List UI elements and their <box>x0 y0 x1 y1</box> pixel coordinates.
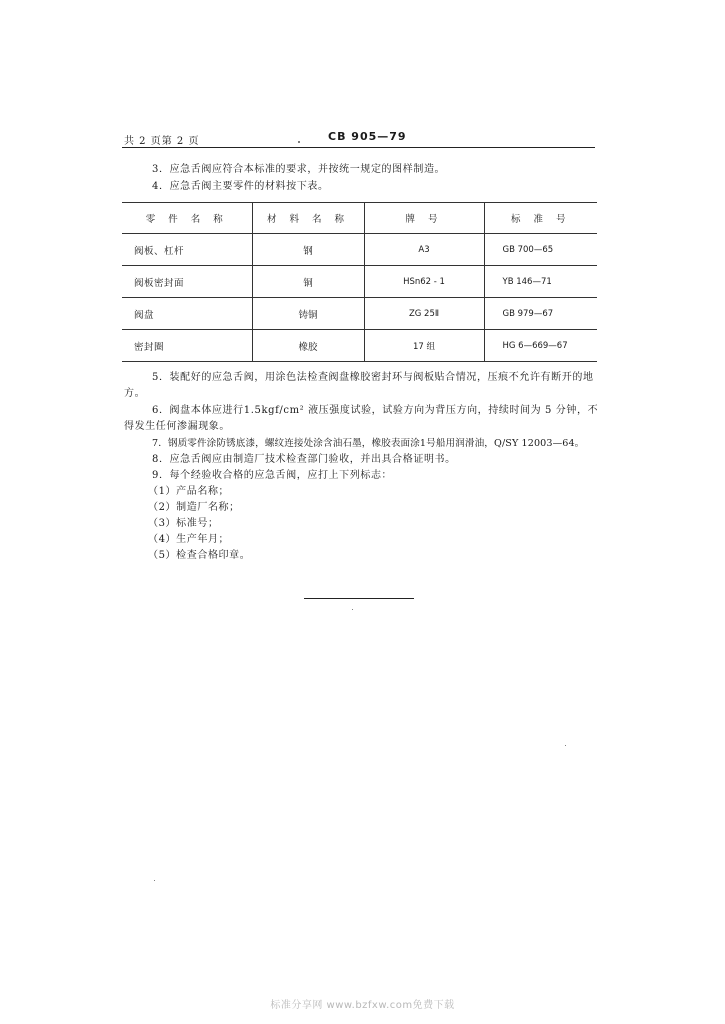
scan-speck <box>352 609 353 610</box>
page-info: 共 2 页第 2 页 <box>124 136 200 147</box>
cell-material: 钢 <box>252 234 364 266</box>
clause-4: 4．应急舌阀主要零件的材料按下表。 <box>152 181 329 192</box>
table-header-row <box>122 203 597 234</box>
cell-standard: GB 700—65 <box>484 234 597 266</box>
mark-item-5: （5）检查合格印章。 <box>148 550 251 561</box>
cell-part: 阀盘 <box>122 298 252 330</box>
cell-material: 铸铜 <box>252 298 364 330</box>
end-rule <box>304 598 414 599</box>
cell-part: 阀板、杠杆 <box>122 234 252 266</box>
cell-part: 密封圈 <box>122 330 252 362</box>
clause-6: 6．阀盘本体应进行1.5kgf/cm² 液压强度试验，试验方向为背压方向，持续时间为 5 分钟，不 <box>152 405 599 416</box>
cell-grade: HSn62 - 1 <box>364 266 484 298</box>
scan-speck <box>298 141 300 143</box>
cell-part: 阀板密封面 <box>122 266 252 298</box>
footer-watermark: 标准分享网 www.bzfxw.com免费下载 <box>270 1000 455 1011</box>
cell-standard: GB 979—67 <box>484 298 597 330</box>
mark-item-1: （1）产品名称； <box>148 486 230 497</box>
cell-grade: A3 <box>364 234 484 266</box>
header-rule <box>122 147 595 148</box>
clause-7: 7．钢质零件涂防锈底漆，螺纹连接处涂含油石墨，橡胶表面涂1号船用润滑油，Q/SY 12003—64。 <box>152 438 585 449</box>
clause-9: 9．每个经验收合格的应急舌阀，应打上下列标志： <box>152 470 393 481</box>
scan-speck <box>565 745 566 746</box>
header-grade: 牌 号 <box>364 203 484 234</box>
header-part-name: 零 件 名 称 <box>122 203 252 234</box>
cell-material: 橡胶 <box>252 330 364 362</box>
mark-item-3: （3）标准号； <box>148 518 219 529</box>
clause-3: 3．应急舌阀应符合本标准的要求，并按统一规定的图样制造。 <box>152 164 446 175</box>
header-material-name: 材 料 名 称 <box>252 203 364 234</box>
cell-material: 铜 <box>252 266 364 298</box>
scan-speck <box>154 880 155 881</box>
mark-item-2: （2）制造厂名称； <box>148 502 240 513</box>
table-row <box>122 234 597 266</box>
clause-6-cont: 得发生任何渗漏现象。 <box>124 421 230 432</box>
clause-5-cont: 方。 <box>124 388 146 399</box>
table-row <box>122 298 597 330</box>
cell-grade: ZG 25Ⅱ <box>364 298 484 330</box>
standard-number: CB 905—79 <box>328 130 407 143</box>
cell-standard: HG 6—669—67 <box>484 330 597 362</box>
header-standard-no: 标 准 号 <box>484 203 597 234</box>
materials-table <box>122 202 597 362</box>
table-row <box>122 266 597 298</box>
cell-grade: 17 组 <box>364 330 484 362</box>
clause-8: 8．应急舌阀应由制造厂技术检查部门验收，并出具合格证明书。 <box>152 454 456 465</box>
mark-item-4: （4）生产年月； <box>148 534 230 545</box>
cell-standard: YB 146—71 <box>484 266 597 298</box>
clause-5: 5．装配好的应急舌阀，用涂色法检查阀盘橡胶密封环与阀板贴合情况，压痕不允许有断开的地 <box>152 372 594 383</box>
table-row <box>122 330 597 362</box>
